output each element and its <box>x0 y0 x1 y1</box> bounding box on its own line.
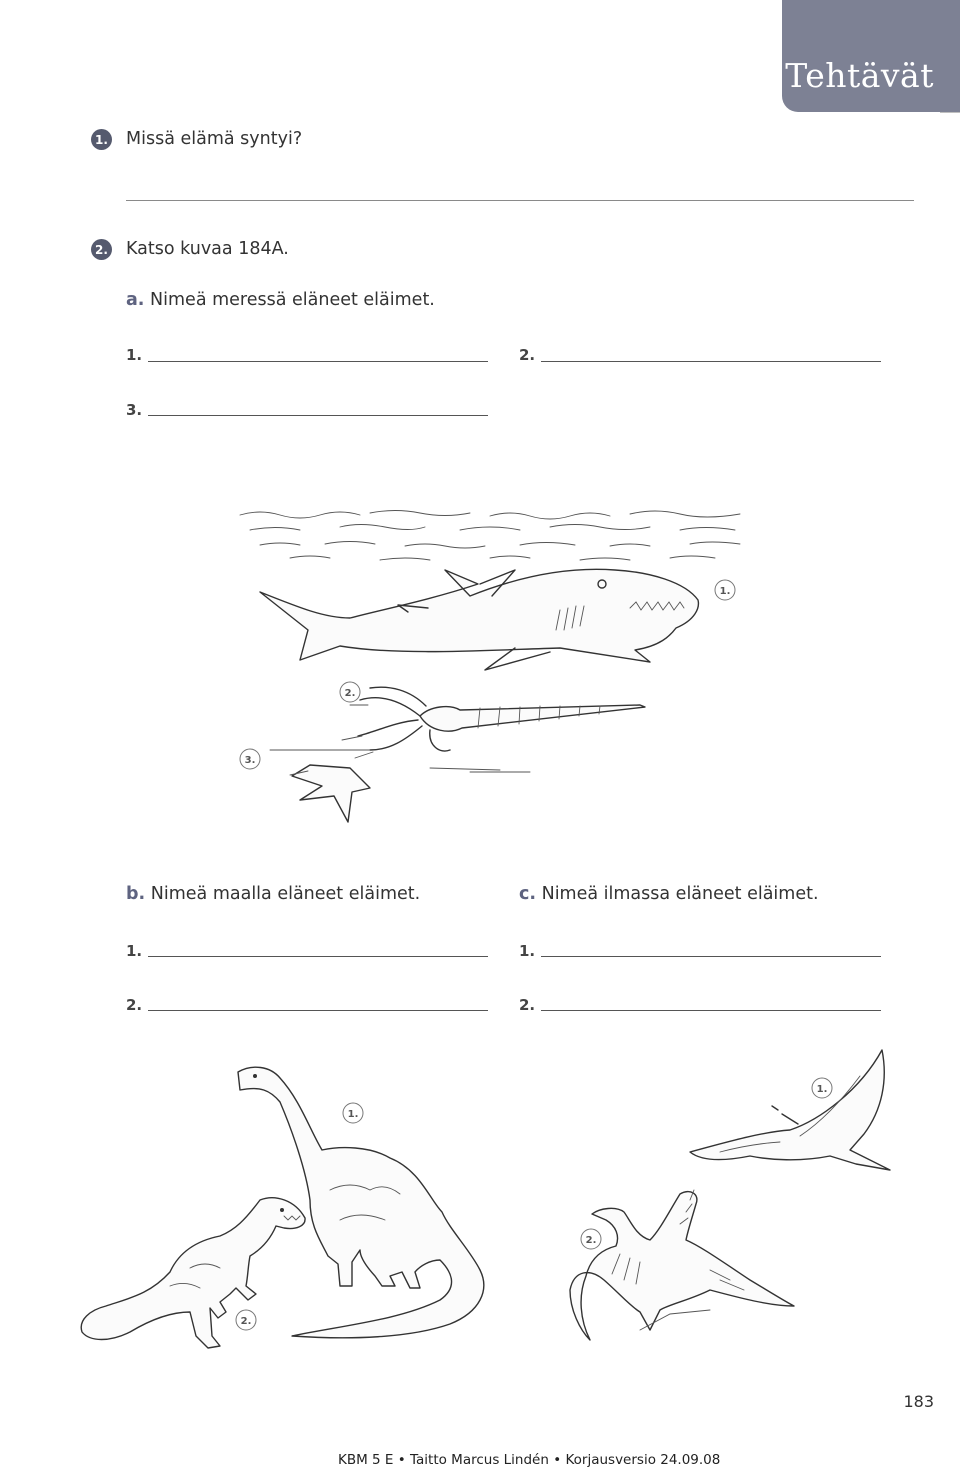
svg-text:2.: 2. <box>344 688 356 699</box>
answer-line-label: 2. <box>519 996 536 1014</box>
page-number: 183 <box>903 1392 934 1411</box>
sea-animals-illustration <box>230 500 770 830</box>
answer-line[interactable] <box>126 200 914 201</box>
answer-line[interactable] <box>148 1010 488 1011</box>
subquestion-text: Nimeä maalla eläneet eläimet. <box>150 884 421 904</box>
subquestion-letter: c. <box>519 884 537 904</box>
land-animals-illustration <box>70 1050 500 1360</box>
cephalopod-drawing <box>342 687 645 772</box>
subquestion-text: Nimeä meressä eläneet eläimet. <box>150 290 435 310</box>
answer-line-label: 1. <box>126 346 143 364</box>
question-number-badge: 1. <box>91 129 112 150</box>
answer-line-label: 2. <box>126 996 143 1014</box>
subquestion-letter: a. <box>126 290 145 310</box>
theropod-drawing <box>81 1198 305 1348</box>
air-animals-illustration <box>560 1040 900 1350</box>
svg-text:1.: 1. <box>816 1084 828 1095</box>
air-figure-label-2 <box>581 1229 601 1249</box>
svg-text:1.: 1. <box>347 1109 359 1120</box>
svg-text:3.: 3. <box>244 755 256 766</box>
answer-line-label: 1. <box>519 942 536 960</box>
answer-line-label: 3. <box>126 401 143 419</box>
archaeopteryx-drawing <box>570 1190 794 1340</box>
answer-line[interactable] <box>541 361 881 362</box>
svg-text:1.: 1. <box>719 586 731 597</box>
page-title: Tehtävät <box>785 56 934 95</box>
answer-line[interactable] <box>541 956 881 957</box>
shark-drawing <box>260 569 698 670</box>
answer-line[interactable] <box>148 415 488 416</box>
sea-figure-label-1 <box>715 580 735 600</box>
question-number-badge: 2. <box>91 239 112 260</box>
subquestion-a <box>126 290 435 310</box>
pterosaur-drawing <box>690 1050 890 1170</box>
question-text: Katso kuvaa 184A. <box>126 239 289 259</box>
air-figure-label-1 <box>812 1078 832 1098</box>
land-figure-label-2 <box>236 1310 256 1330</box>
question-text: Missä elämä syntyi? <box>126 129 303 149</box>
subquestion-letter: b. <box>126 884 146 904</box>
sea-figure-label-3 <box>240 749 260 769</box>
colophon: KBM 5 E • Taitto Marcus Lindén • Korjausversio 24.09.08 <box>338 1452 721 1468</box>
subquestion-text: Nimeä ilmassa eläneet eläimet. <box>541 884 819 904</box>
water-surface <box>240 511 740 561</box>
answer-line-label: 2. <box>519 346 536 364</box>
svg-text:2.: 2. <box>240 1316 252 1327</box>
starfish-drawing <box>270 750 370 822</box>
subquestion-b <box>126 884 420 904</box>
answer-line[interactable] <box>541 1010 881 1011</box>
answer-line[interactable] <box>148 361 488 362</box>
answer-line[interactable] <box>148 956 488 957</box>
svg-text:2.: 2. <box>585 1235 597 1246</box>
land-figure-label-1 <box>343 1103 363 1123</box>
answer-line-label: 1. <box>126 942 143 960</box>
divider <box>940 112 960 113</box>
sea-figure-label-2 <box>340 682 360 702</box>
subquestion-c <box>519 884 819 904</box>
